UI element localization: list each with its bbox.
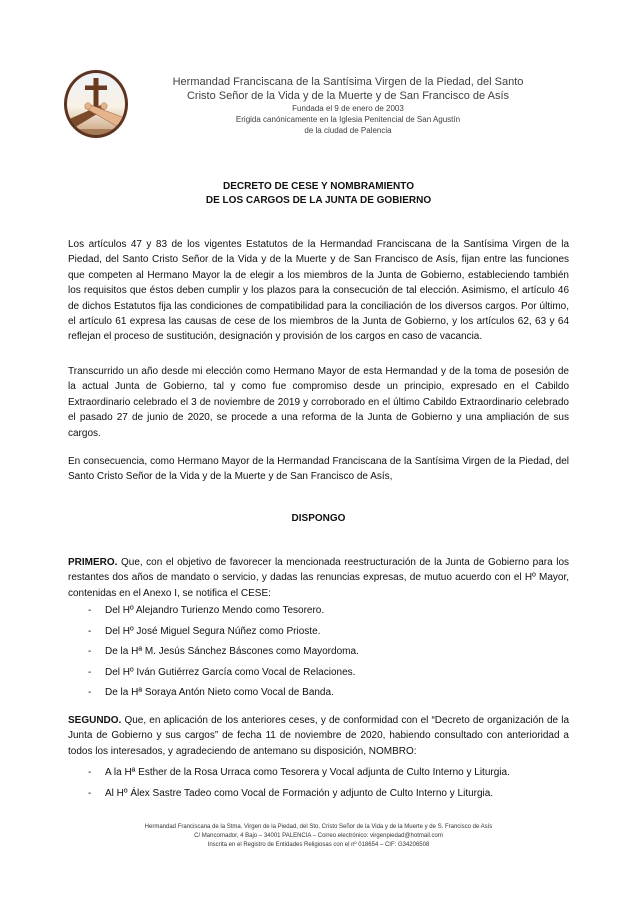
nombramiento-list xyxy=(68,765,569,806)
primero-label: PRIMERO. xyxy=(68,557,118,568)
paragraph-primero xyxy=(68,555,569,601)
paragraph-statutes: Los artículos 47 y 83 de los vigentes Estatutos de la Hermandad Franciscana de la Santísima Virgen de la Piedad, del Santo Cristo Señor de la Vida y de la Muerte y de San Francisco de Asís, fijan entre las funciones que competen al Hermano Mayor la de elegir a los miembros de la Junta de Gobierno, estableciendo también los requisitos que éstos deben cumplir y los plazos para la consecución de tal elección. Asimismo, el artículo 46 de dichos Estatutos fija las condiciones de compatibilidad para la conciliación de los diversos cargos. Por último, el artículo 61 expresa las causas de cese de los miembros de la Junta de Gobierno, y los artículos 62, 63 y 64 reflejan el proceso de sustitución, designación y provisión de los cargos en caso de vacancia. xyxy=(68,239,569,343)
list-item xyxy=(68,665,569,680)
letterhead-line-2: Cristo Señor de la Vida y de la Muerte y de San Francisco de Asís xyxy=(186,90,510,102)
hand-shape xyxy=(85,103,91,109)
list-item-text: Del Hº Iván Gutiérrez García como Vocal de Relaciones. xyxy=(105,666,356,678)
list-item xyxy=(68,786,569,801)
primero-text: Que, con el objetivo de favorecer la mencionada reestructuración de la Junta de Gobierno para los restantes dos años de mandato o servicio, y dadas las renuncias expresas, de mutuo acuerdo con el Hº Mayor, contenidas en el Anexo I, se notifica el CESE: xyxy=(68,557,570,599)
letterhead-line-1: Hermandad Franciscana de la Santísima Virgen de la Piedad, del Santo xyxy=(172,76,524,88)
decree-title-line-2: DE LOS CARGOS DE LA JUNTA DE GOBIERNO xyxy=(205,195,432,206)
list-item xyxy=(68,603,569,618)
list-item-text: De la Hª M. Jesús Sánchez Báscones como Mayordoma. xyxy=(105,646,359,658)
list-item xyxy=(68,644,569,659)
letterhead xyxy=(98,75,598,136)
list-bullet: - xyxy=(88,605,92,616)
paragraph-consequence: En consecuencia, como Hermano Mayor de la Hermandad Franciscana de la Santísima Virgen de la Piedad, del Santo Cristo Señor de la Vida y de la Muerte y de San Francisco de Asís, xyxy=(68,456,569,483)
list-item-text: Del Hº José Miguel Segura Núñez como Prioste. xyxy=(105,625,321,637)
list-item-text: Del Hº Alejandro Turienzo Mendo como Tesorero. xyxy=(105,605,325,616)
list-bullet: - xyxy=(88,687,92,699)
erected-line-2: de la ciudad de Palencia xyxy=(304,126,392,135)
segundo-text: Que, en aplicación de los anteriores ceses, y de conformidad con el “Decreto de organización de la Junta de Gobierno y sus cargos” de fecha 11 de noviembre de 2020, habiendo consultado con anterioridad a todos los interesados, y agradeciendo de antemano su disposición, NOMBRO: xyxy=(68,715,570,757)
footer-line-3: Inscrita en el Registro de Entidades Religiosas con el nº 018654 – CIF: G34206508 xyxy=(207,842,430,848)
footer-line-1: Hermandad Franciscana de la Stma. Virgen de la Piedad, del Sto. Cristo Señor de la Vida y de la Muerte y de S. Francisco de Asís xyxy=(144,824,493,830)
page-footer xyxy=(0,823,637,850)
paragraph-segundo xyxy=(68,713,569,759)
list-item-text: De la Hª Soraya Antón Nieto como Vocal de Banda. xyxy=(105,687,334,699)
list-bullet: - xyxy=(88,666,92,678)
list-item-text: Al Hº Álex Sastre Tadeo como Vocal de Formación y adjunto de Culto Interno y Liturgia. xyxy=(105,787,494,799)
paragraph-context: Transcurrido un año desde mi elección como Hermano Mayor de esta Hermandad y de la toma de posesión de la actual Junta de Gobierno, tal y como fue compromiso desde un principio, expresado en el Cabildo Extraordinario celebrado el 3 de noviembre de 2019 y corroborado en el último Cabildo Extraordinario celebrado el pasado 27 de junio de 2020, se procede a una reforma de la Junta de Gobierno y una ampliación de sus cargos. xyxy=(68,366,569,439)
list-item xyxy=(68,685,569,700)
dispongo-heading: DISPONGO xyxy=(291,513,346,524)
list-bullet: - xyxy=(88,646,92,658)
decree-title-line-1: DECRETO DE CESE Y NOMBRAMIENTO xyxy=(223,181,414,192)
founded-date: Fundada el 9 de enero de 2003 xyxy=(292,104,404,113)
erected-line-1: Erigida canónicamente en la Iglesia Penitencial de San Agustín xyxy=(235,115,461,124)
list-bullet: - xyxy=(88,625,92,637)
list-item xyxy=(68,624,569,639)
cese-list xyxy=(68,603,569,706)
list-bullet: - xyxy=(88,767,92,778)
segundo-label: SEGUNDO. xyxy=(68,715,122,726)
footer-line-2: C/ Mancornador, 4 Bajo – 34001 PALENCIA – Correo electrónico: virgenpiedad@hotmail.com xyxy=(194,833,443,839)
list-bullet: - xyxy=(88,787,92,799)
decree-title xyxy=(0,180,637,208)
list-item-text: A la Hª Esther de la Rosa Urraca como Tesorera y Vocal adjunta de Culto Interno y Liturgia. xyxy=(105,767,510,778)
list-item xyxy=(68,765,569,780)
